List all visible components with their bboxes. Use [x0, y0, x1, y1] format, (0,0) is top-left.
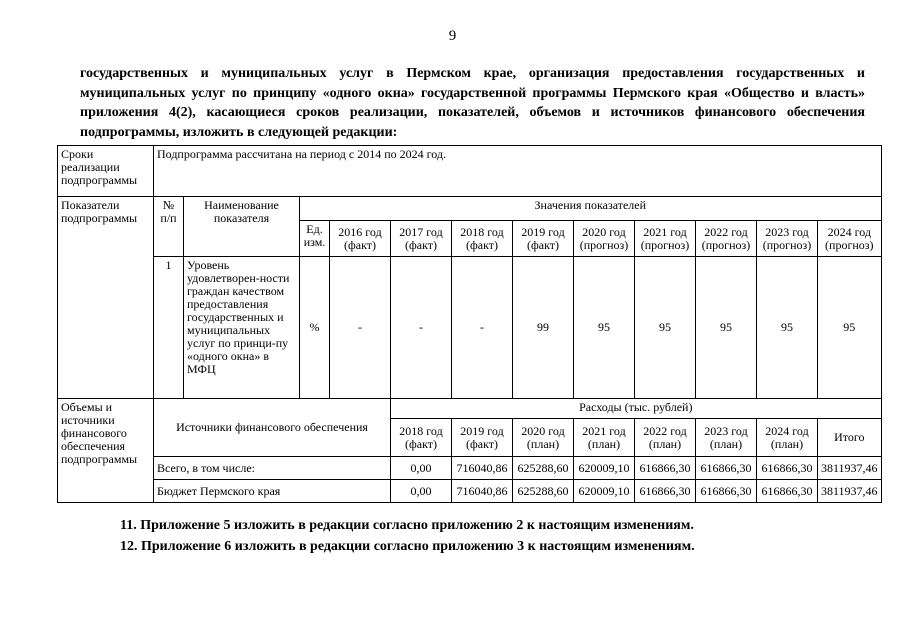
row-label-finance: Объемы и источники финансового обеспечения подпрограммы	[58, 399, 154, 503]
fin-value: 625288,60	[513, 480, 574, 503]
year-header: 2023 год (прогноз)	[757, 221, 818, 257]
row-label-indicators: Показатели подпрограммы	[58, 197, 154, 399]
year-header: 2019 год (факт)	[513, 221, 574, 257]
year-header: 2016 год (факт)	[330, 221, 391, 257]
fin-value: 0,00	[391, 480, 452, 503]
indicator-value: 95	[696, 257, 757, 399]
fin-row-label: Бюджет Пермского края	[154, 480, 391, 503]
fin-value: 616866,30	[635, 457, 696, 480]
indicator-value: -	[452, 257, 513, 399]
year-header: 2017 год (факт)	[391, 221, 452, 257]
row-label-terms: Сроки реализации подпрограммы	[58, 146, 154, 197]
fin-year-header: 2019 год (факт)	[452, 419, 513, 457]
fin-value: 616866,30	[696, 457, 757, 480]
fin-value: 616866,30	[757, 457, 818, 480]
indicator-value: 99	[513, 257, 574, 399]
fin-value: 620009,10	[574, 480, 635, 503]
program-table	[57, 145, 882, 503]
year-header: 2020 год (прогноз)	[574, 221, 635, 257]
year-header: 2024 год (прогноз)	[818, 221, 882, 257]
indicator-value: -	[391, 257, 452, 399]
fin-year-header: 2020 год (план)	[513, 419, 574, 457]
fin-year-header: Итого	[818, 419, 882, 457]
fin-year-header: 2023 год (план)	[696, 419, 757, 457]
year-header: 2018 год (факт)	[452, 221, 513, 257]
fin-value: 625288,60	[513, 457, 574, 480]
indicator-name: Уровень удовлетворен-ности граждан качеством предоставления государственных и муниципальных услуг по принци-пу «одного окна» в МФЦ	[184, 257, 300, 399]
fin-value: 716040,86	[452, 457, 513, 480]
indicator-value: 95	[818, 257, 882, 399]
year-header: 2022 год (прогноз)	[696, 221, 757, 257]
col-num-header: № п/п	[154, 197, 184, 257]
indicator-value: 95	[635, 257, 696, 399]
footer-item-12: 12. Приложение 6 изложить в редакции согласно приложению 3 к настоящим изменениям.	[120, 539, 695, 554]
fin-year-header: 2022 год (план)	[635, 419, 696, 457]
fin-value: 3811937,46	[818, 480, 882, 503]
indicator-value: 95	[757, 257, 818, 399]
unit-header: Ед. изм.	[300, 221, 330, 257]
values-header: Значения показателей	[300, 197, 882, 221]
fin-value: 3811937,46	[818, 457, 882, 480]
page-number: 9	[448, 28, 457, 44]
fin-value: 616866,30	[696, 480, 757, 503]
indicator-value: 95	[574, 257, 635, 399]
fin-value: 616866,30	[635, 480, 696, 503]
expenses-header: Расходы (тыс. рублей)	[391, 399, 882, 419]
fin-value: 716040,86	[452, 480, 513, 503]
terms-value: Подпрограмма рассчитана на период с 2014 по 2024 год.	[154, 146, 882, 197]
indicator-num: 1	[154, 257, 184, 399]
fin-year-header: 2021 год (план)	[574, 419, 635, 457]
intro-paragraph: государственных и муниципальных услуг в Пермском крае, организация предоставления государственных и муниципальных услуг по принципу «одного окна» государственной программы Пермского края «Общество и власть» приложения 4(2), касающиеся сроков реализации, показателей, объемов и источников финансового обеспечения подпрограммы, изложить в следующей редакции:	[80, 66, 865, 140]
indicator-value: -	[330, 257, 391, 399]
sources-header: Источники финансового обеспечения	[154, 399, 391, 457]
fin-value: 616866,30	[757, 480, 818, 503]
fin-value: 0,00	[391, 457, 452, 480]
fin-row-label: Всего, в том числе:	[154, 457, 391, 480]
year-header: 2021 год (прогноз)	[635, 221, 696, 257]
fin-year-header: 2018 год (факт)	[391, 419, 452, 457]
col-name-header: Наименование показателя	[184, 197, 300, 257]
fin-year-header: 2024 год (план)	[757, 419, 818, 457]
fin-value: 620009,10	[574, 457, 635, 480]
footer-item-11: 11. Приложение 5 изложить в редакции согласно приложению 2 к настоящим изменениям.	[120, 518, 694, 533]
indicator-unit: %	[300, 257, 330, 399]
